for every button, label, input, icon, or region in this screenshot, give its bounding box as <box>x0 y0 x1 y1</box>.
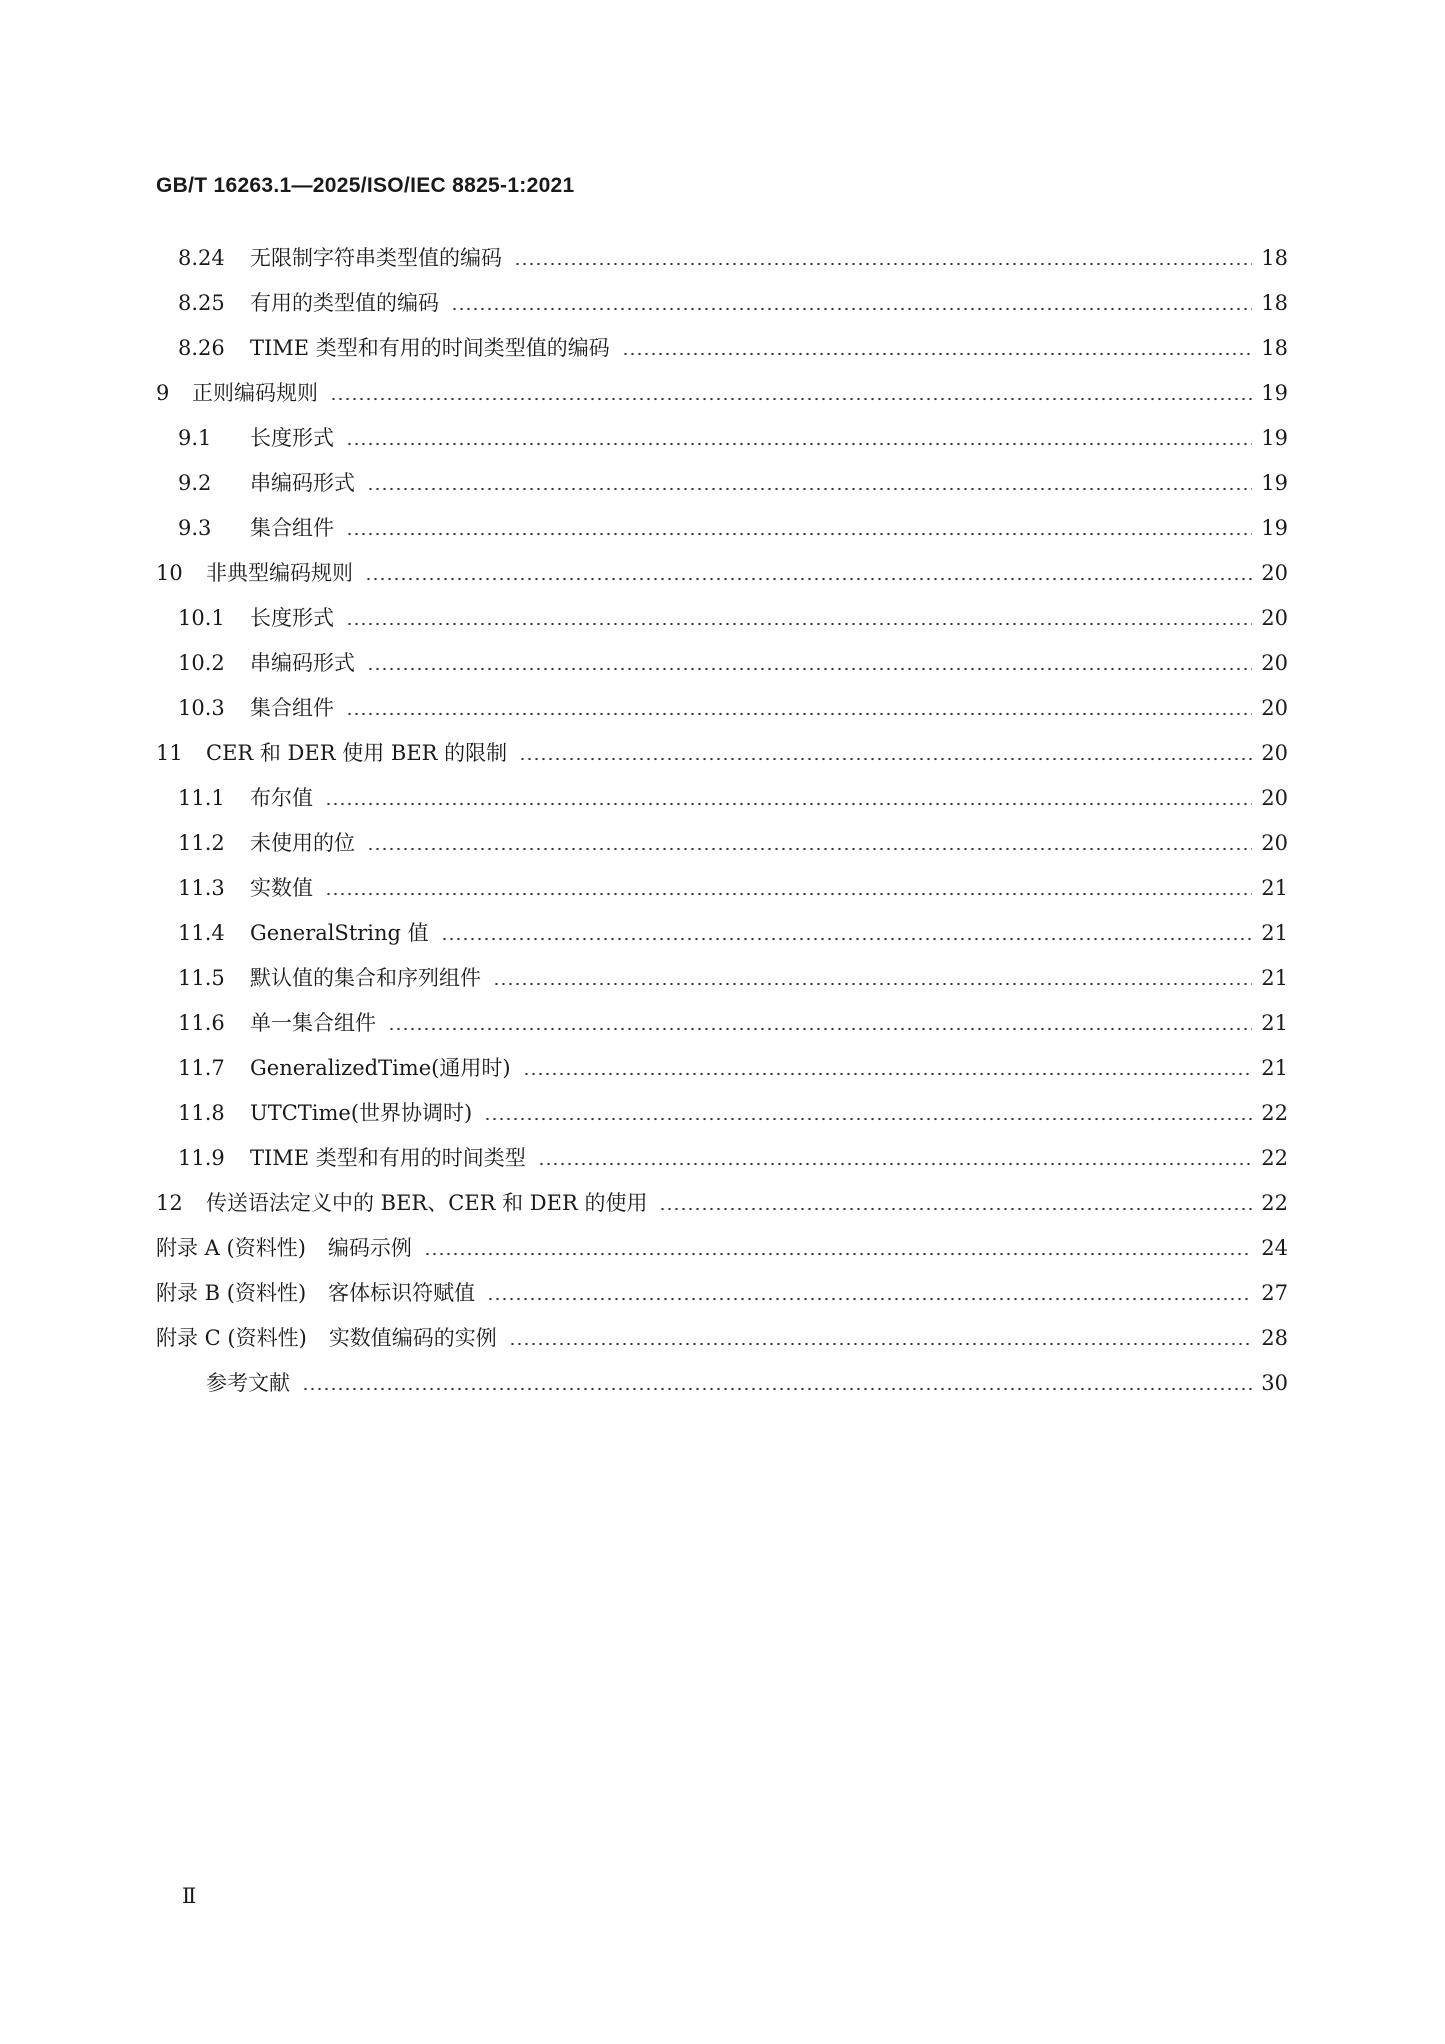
toc-entry[interactable] <box>156 866 1288 911</box>
toc-entry-number: 9.1 <box>178 426 212 450</box>
toc-entry-page: 21 <box>1261 1011 1288 1035</box>
toc-entry-page: 20 <box>1261 786 1288 810</box>
toc-entry-title: 长度形式 <box>250 426 334 450</box>
toc-entry-title: 集合组件 <box>250 516 334 540</box>
toc-leader-dots <box>514 262 1252 266</box>
toc-entry-page: 20 <box>1261 831 1288 855</box>
toc-entry-number: 8.25 <box>178 291 225 315</box>
toc-entry-number: 10.3 <box>178 696 225 720</box>
toc-entry-number: 10.1 <box>178 606 225 630</box>
toc-leader-dots <box>424 1252 1252 1256</box>
toc-leader-dots <box>493 982 1252 986</box>
toc-entry-title: 串编码形式 <box>250 651 355 675</box>
toc-entry-number: 11.4 <box>178 921 225 945</box>
toc-entry[interactable] <box>156 686 1288 731</box>
toc-entry-number: 10.2 <box>178 651 225 675</box>
toc-entry-title: 无限制字符串类型值的编码 <box>250 246 502 270</box>
toc-leader-dots <box>441 937 1252 941</box>
toc-entry[interactable] <box>156 1226 1288 1271</box>
toc-leader-dots <box>509 1342 1252 1346</box>
toc-entry-number: 11.8 <box>178 1101 225 1125</box>
toc-entry[interactable] <box>156 326 1288 371</box>
toc-leader-dots <box>388 1027 1252 1031</box>
toc-leader-dots <box>325 892 1252 896</box>
toc-entry[interactable] <box>156 1361 1288 1406</box>
toc-leader-dots <box>622 352 1252 356</box>
toc-entry-page: 22 <box>1261 1101 1288 1125</box>
toc-entry-title: 未使用的位 <box>250 831 355 855</box>
toc-entry-title: TIME 类型和有用的时间类型 <box>250 1146 526 1170</box>
toc-entry-page: 20 <box>1261 696 1288 720</box>
toc-entry-page: 19 <box>1261 471 1288 495</box>
toc-entry-page: 20 <box>1261 651 1288 675</box>
toc-entry[interactable] <box>156 1316 1288 1361</box>
toc-entry-number: 11.6 <box>178 1011 225 1035</box>
toc-entry-number: 8.24 <box>178 246 225 270</box>
toc-entry[interactable] <box>156 1271 1288 1316</box>
toc-entry-number: 11.5 <box>178 966 225 990</box>
toc-entry[interactable] <box>156 731 1288 776</box>
toc-entry-title: 实数值 <box>250 876 313 900</box>
toc-entry-page: 20 <box>1261 606 1288 630</box>
toc-entry-page: 27 <box>1261 1281 1288 1305</box>
toc-entry-page: 18 <box>1261 291 1288 315</box>
toc-entry[interactable] <box>156 506 1288 551</box>
toc-entry-number: 11.9 <box>178 1146 225 1170</box>
toc-leader-dots <box>330 397 1252 401</box>
toc-entry-title: 单一集合组件 <box>250 1011 376 1035</box>
toc-entry-number: 9 <box>156 381 170 405</box>
toc-entry-number: 11.3 <box>178 876 225 900</box>
toc-entry-title: 默认值的集合和序列组件 <box>250 966 481 990</box>
toc-entry-title: 正则编码规则 <box>192 381 318 405</box>
toc-leader-dots <box>487 1297 1252 1301</box>
toc-entry-title: TIME 类型和有用的时间类型值的编码 <box>250 336 610 360</box>
toc-entry-page: 18 <box>1261 246 1288 270</box>
toc-entry-page: 21 <box>1261 966 1288 990</box>
toc-entry[interactable] <box>156 281 1288 326</box>
toc-entry[interactable] <box>156 596 1288 641</box>
toc-entry-page: 22 <box>1261 1146 1288 1170</box>
toc-entry-page: 20 <box>1261 741 1288 765</box>
toc-entry-title: 串编码形式 <box>250 471 355 495</box>
toc-entry[interactable] <box>156 551 1288 596</box>
toc-entry[interactable] <box>156 821 1288 866</box>
toc-entry-title: 非典型编码规则 <box>206 561 353 585</box>
page-number: Ⅱ <box>182 1884 197 1908</box>
toc-entry[interactable] <box>156 236 1288 281</box>
toc-entry-page: 21 <box>1261 1056 1288 1080</box>
toc-entry-number: 附录 C (资料性) <box>156 1326 307 1350</box>
toc-entry-page: 28 <box>1261 1326 1288 1350</box>
toc-entry-title: CER 和 DER 使用 BER 的限制 <box>206 741 508 765</box>
toc-entry[interactable] <box>156 911 1288 956</box>
toc-leader-dots <box>451 307 1252 311</box>
toc-entry-number: 11.1 <box>178 786 225 810</box>
toc-entry[interactable] <box>156 416 1288 461</box>
toc-leader-dots <box>538 1162 1252 1166</box>
toc-leader-dots <box>523 1072 1252 1076</box>
toc-entry-title: GeneralizedTime(通用时) <box>250 1056 511 1080</box>
table-of-contents <box>156 236 1288 1406</box>
toc-entry-number: 11.2 <box>178 831 225 855</box>
toc-entry-title: 客体标识符赋值 <box>328 1281 476 1305</box>
toc-leader-dots <box>346 532 1252 536</box>
toc-leader-dots <box>367 487 1252 491</box>
toc-entry-title: 布尔值 <box>250 786 313 810</box>
toc-entry-page: 21 <box>1261 921 1288 945</box>
toc-entry-title: 编码示例 <box>327 1236 412 1260</box>
toc-entry[interactable] <box>156 1001 1288 1046</box>
toc-entry[interactable] <box>156 1091 1288 1136</box>
toc-entry-number: 10 <box>156 561 183 585</box>
toc-entry[interactable] <box>156 1181 1288 1226</box>
toc-entry-number: 11 <box>156 741 183 765</box>
toc-entry-title: 长度形式 <box>250 606 334 630</box>
toc-entry[interactable] <box>156 461 1288 506</box>
toc-leader-dots <box>346 622 1252 626</box>
toc-entry-number: 9.3 <box>178 516 212 540</box>
toc-entry-page: 19 <box>1261 381 1288 405</box>
toc-entry[interactable] <box>156 776 1288 821</box>
toc-entry-title: 实数值编码的实例 <box>328 1326 497 1350</box>
toc-leader-dots <box>365 577 1252 581</box>
toc-entry-title: 传送语法定义中的 BER、CER 和 DER 的使用 <box>206 1191 648 1215</box>
toc-entry[interactable] <box>156 1046 1288 1091</box>
toc-leader-dots <box>484 1117 1252 1121</box>
toc-entry-title: GeneralString 值 <box>250 921 429 945</box>
toc-entry[interactable] <box>156 1136 1288 1181</box>
toc-leader-dots <box>302 1387 1252 1391</box>
toc-entry-number: 附录 B (资料性) <box>156 1281 307 1305</box>
toc-entry[interactable] <box>156 956 1288 1001</box>
toc-entry-title: UTCTime(世界协调时) <box>250 1101 473 1125</box>
toc-entry[interactable] <box>156 371 1288 416</box>
toc-leader-dots <box>346 442 1252 446</box>
toc-leader-dots <box>659 1207 1252 1211</box>
toc-leader-dots <box>519 757 1252 761</box>
toc-entry-page: 20 <box>1261 561 1288 585</box>
toc-entry-page: 19 <box>1261 516 1288 540</box>
toc-entry-number: 9.2 <box>178 471 212 495</box>
toc-entry-number: 8.26 <box>178 336 225 360</box>
toc-leader-dots <box>346 712 1252 716</box>
toc-leader-dots <box>367 847 1252 851</box>
toc-entry-title: 参考文献 <box>206 1371 290 1395</box>
toc-entry[interactable] <box>156 641 1288 686</box>
toc-entry-title: 集合组件 <box>250 696 334 720</box>
toc-leader-dots <box>325 802 1252 806</box>
toc-entry-page: 18 <box>1261 336 1288 360</box>
toc-entry-page: 19 <box>1261 426 1288 450</box>
toc-entry-page: 21 <box>1261 876 1288 900</box>
toc-entry-page: 22 <box>1261 1191 1288 1215</box>
toc-entry-page: 30 <box>1261 1371 1288 1395</box>
toc-entry-number: 附录 A (资料性) <box>156 1236 306 1260</box>
document-header: GB/T 16263.1—2025/ISO/IEC 8825-1:2021 <box>156 174 575 197</box>
toc-entry-number: 11.7 <box>178 1056 225 1080</box>
toc-leader-dots <box>367 667 1252 671</box>
toc-entry-page: 24 <box>1261 1236 1288 1260</box>
toc-entry-title: 有用的类型值的编码 <box>250 291 439 315</box>
toc-entry-number: 12 <box>156 1191 183 1215</box>
